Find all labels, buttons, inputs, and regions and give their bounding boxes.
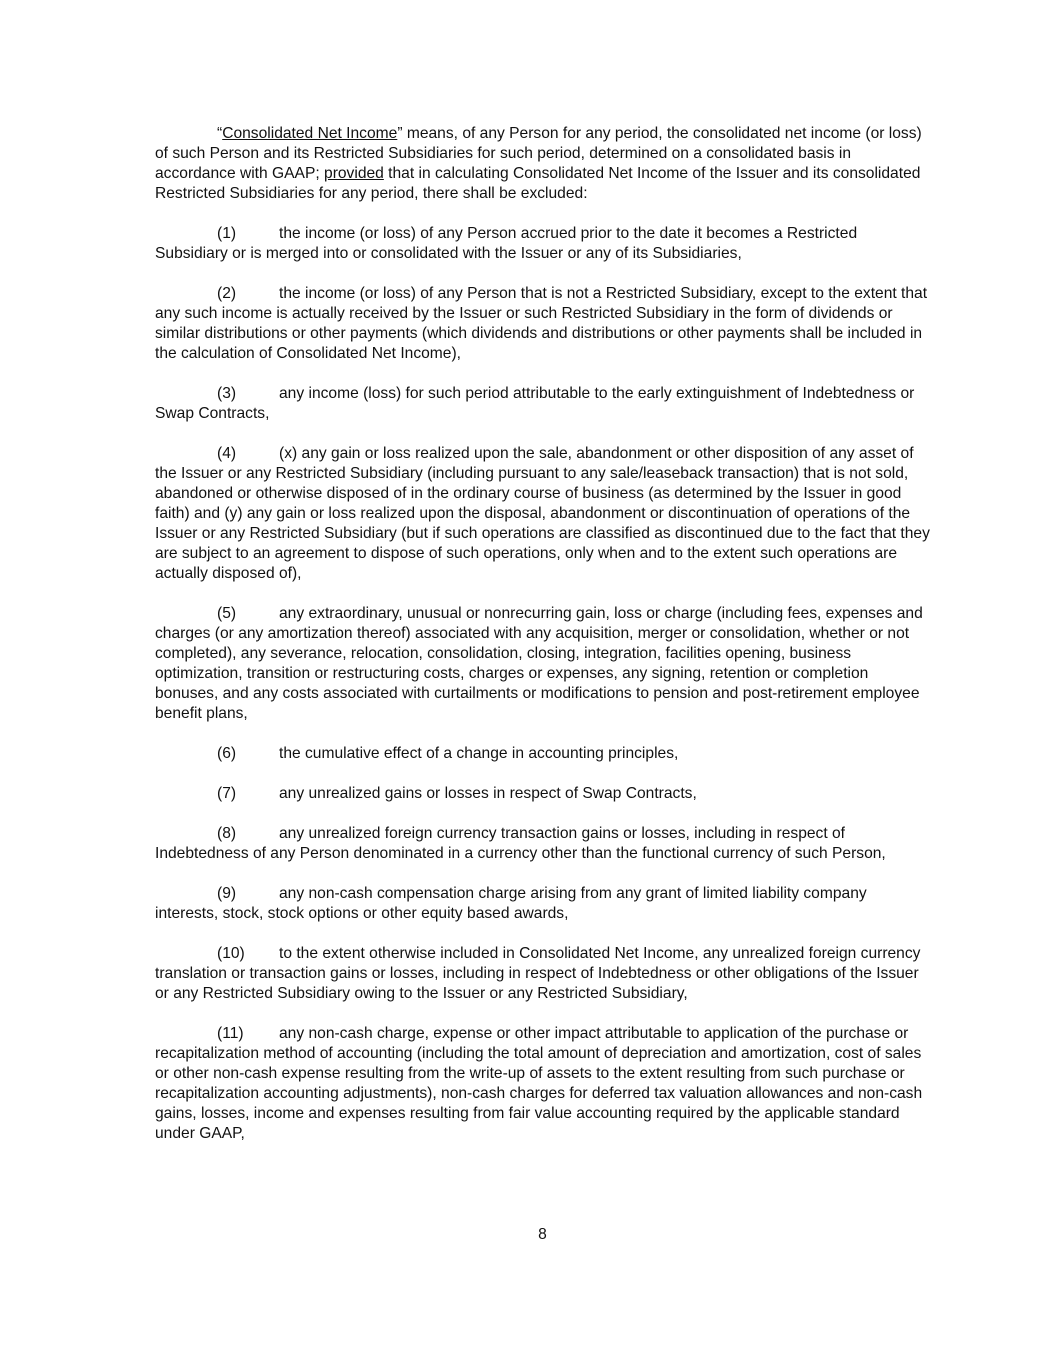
item-number: (3) <box>217 385 237 402</box>
item-text: any non-cash compensation charge arising from any grant of limited liability company interests, stock, stock options or other equity based awards, <box>155 885 867 922</box>
item-number: (1) <box>217 225 237 242</box>
item-text: any extraordinary, unusual or nonrecurring gain, loss or charge (including fees, expenses and charges (or any amortization thereof) associated with any acquisition, merger or consolidation, whether or not completed), any severance, relocation, consolidation, closing, integration, facilities opening, business optimization, transition or restructuring costs, charges or expenses, any signing, retention or completion bonuses, and any costs associated with curtailments or modifications to pension and post-retirement employee benefit plans, <box>155 605 923 722</box>
defined-term: Consolidated Net Income <box>222 125 398 142</box>
list-item <box>155 944 933 1004</box>
item-number: (8) <box>217 825 237 842</box>
item-text: any unrealized gains or losses in respect of Swap Contracts, <box>279 785 697 802</box>
item-number: (5) <box>217 605 237 622</box>
item-number: (7) <box>217 785 237 802</box>
list-item <box>155 384 933 424</box>
item-text: (x) any gain or loss realized upon the sale, abandonment or other disposition of any asset of the Issuer or any Restricted Subsidiary (including pursuant to any sale/leaseback transaction) that is not sold, abandoned or otherwise disposed of in the ordinary course of business (as determined by the Issuer in good faith) and (y) any gain or loss realized upon the disposal, abandonment or discontinuation of operations of the Issuer or any Restricted Subsidiary (but if such operations are classified as discontinued due to the fact that they are subject to an agreement to dispose of such operations, only when and to the extent such operations are actually disposed of), <box>155 445 930 582</box>
definition-text-2: that in calculating Consolidated Net Income of the Issuer and its consolidated Restricted Subsidiaries for any period, there shall be excluded: <box>155 165 921 202</box>
item-text: the cumulative effect of a change in accounting principles, <box>279 745 679 762</box>
list-item <box>155 1024 933 1144</box>
item-text: any income (loss) for such period attributable to the early extinguishment of Indebtedness or Swap Contracts, <box>155 385 915 422</box>
document-body <box>155 124 933 1164</box>
definition-text-1: means, of any Person for any period, the consolidated net income (or loss) of such Person and its Restricted Subsidiaries for such period, determined on a consolidated basis in accordance with GAAP; <box>155 125 922 182</box>
list-item <box>155 284 933 364</box>
list-item <box>155 784 933 804</box>
item-text: any non-cash charge, expense or other impact attributable to application of the purchase or recapitalization method of accounting (including the total amount of depreciation and amortization, cost of sales or other non-cash expense resulting from the write-up of assets to the extent resulting from such purchase or recapitalization accounting adjustments), non-cash charges for deferred tax valuation allowances and non-cash gains, losses, income and expenses resulting from fair value accounting required by the applicable standard under GAAP, <box>155 1025 923 1142</box>
item-number: (4) <box>217 445 237 462</box>
list-item <box>155 604 933 724</box>
item-number: (6) <box>217 745 237 762</box>
close-quote: ” <box>397 125 403 142</box>
provided-term: provided <box>324 165 384 182</box>
list-item <box>155 884 933 924</box>
item-text: the income (or loss) of any Person that is not a Restricted Subsidiary, except to the extent that any such income is actually received by the Issuer or such Restricted Subsidiary in the form of dividends or similar distributions or other payments (which dividends and distributions or other payments shall be included in the calculation of Consolidated Net Income), <box>155 285 928 362</box>
item-number: (11) <box>217 1025 244 1042</box>
item-number: (10) <box>217 945 245 962</box>
list-item <box>155 444 933 584</box>
item-number: (9) <box>217 885 237 902</box>
item-text: the income (or loss) of any Person accrued prior to the date it becomes a Restricted Subsidiary or is merged into or consolidated with the Issuer or any of its Subsidiaries, <box>155 225 858 262</box>
list-item <box>155 824 933 864</box>
list-item <box>155 224 933 264</box>
item-text: any unrealized foreign currency transaction gains or losses, including in respect of Indebtedness of any Person denominated in a currency other than the functional currency of such Person, <box>155 825 886 862</box>
item-number: (2) <box>217 285 237 302</box>
list-item <box>155 744 933 764</box>
definition-paragraph <box>155 124 933 204</box>
item-text: to the extent otherwise included in Consolidated Net Income, any unrealized foreign currency translation or transaction gains or losses, including in respect of Indebtedness or other obligations of the Issuer or any Restricted Subsidiary owing to the Issuer or any Restricted Subsidiary, <box>155 945 921 1002</box>
page-number: 8 <box>538 1226 547 1243</box>
open-quote: “ <box>217 125 223 142</box>
